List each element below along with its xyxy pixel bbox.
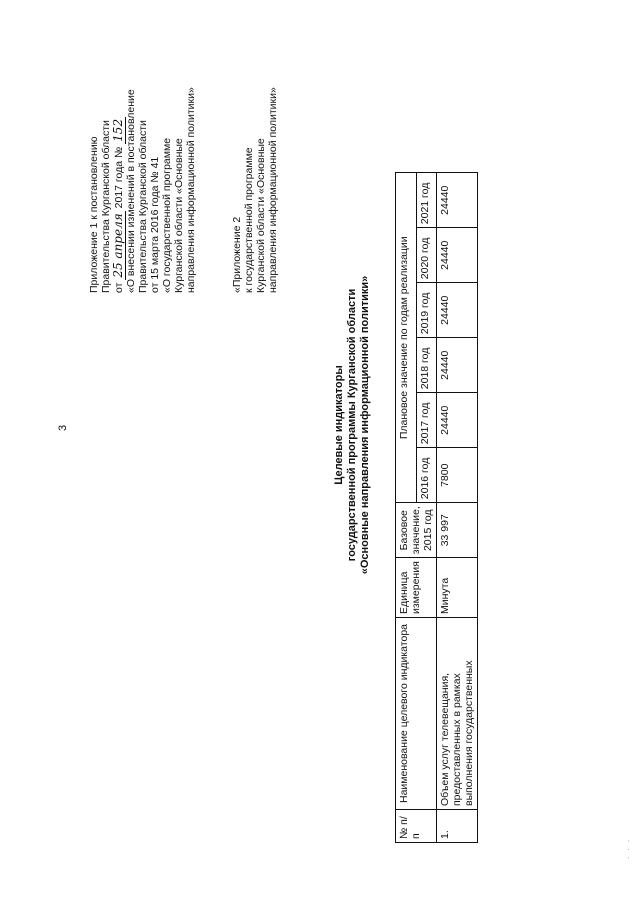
row-value: 7800 bbox=[437, 448, 478, 503]
row-value: 24440 bbox=[437, 283, 478, 338]
appendix-1-header bbox=[88, 13, 197, 293]
title-line-2: государственной программы Курганской области bbox=[346, 288, 358, 562]
header-year: 2020 год bbox=[416, 228, 437, 283]
document-title bbox=[333, 245, 372, 605]
appendix-line: Приложение 1 к постановлению bbox=[88, 136, 100, 293]
header-num: № п/п bbox=[396, 810, 437, 843]
header-base: Базовое значение, 2015 год bbox=[396, 503, 437, 558]
handwritten-date: 25 апреля bbox=[111, 213, 125, 278]
row-name: Объем услуг телевещания, предоставленных в рамках выполнения государственных bbox=[437, 618, 478, 810]
appendix2-line: направления информационной политики» bbox=[267, 87, 279, 293]
row-base: 33 997 bbox=[437, 503, 478, 558]
header-year: 2017 год bbox=[416, 393, 437, 448]
appendix-line: от 15 марта 2016 года № 41 bbox=[149, 156, 161, 293]
date-suffix: 2017 года № bbox=[113, 146, 125, 209]
title-line-3: «Основные направления информационной политики» bbox=[359, 275, 371, 575]
header-year: 2021 год bbox=[416, 173, 437, 228]
appendix2-line: «Приложение 2 bbox=[231, 216, 243, 293]
header-year: 2019 год bbox=[416, 283, 437, 338]
row-num: 1. bbox=[437, 810, 478, 843]
table-header-row bbox=[396, 173, 417, 843]
margin-mark: . . . bbox=[622, 837, 631, 859]
appendix2-line: Курганской области «Основные bbox=[255, 138, 267, 293]
header-year: 2016 год bbox=[416, 448, 437, 503]
appendix-line: Курганской области «Основные bbox=[173, 138, 185, 293]
handwritten-number: 152 bbox=[111, 118, 125, 142]
row-value: 24440 bbox=[437, 173, 478, 228]
header-name: Наименование целевого индикатора bbox=[396, 618, 437, 810]
row-value: 24440 bbox=[437, 393, 478, 448]
title-line-1: Целевые индикаторы bbox=[333, 365, 345, 485]
appendix-date-line bbox=[112, 13, 125, 293]
appendix-line: Правительства Курганской области bbox=[100, 120, 112, 293]
row-unit: Минута bbox=[437, 558, 478, 618]
row-value: 24440 bbox=[437, 228, 478, 283]
appendix-2-header bbox=[231, 13, 279, 293]
indicators-table bbox=[395, 172, 478, 843]
header-year: 2018 год bbox=[416, 338, 437, 393]
appendix2-line: к государственной программе bbox=[243, 147, 255, 293]
date-prefix: от bbox=[113, 282, 125, 293]
row-value: 24440 bbox=[437, 338, 478, 393]
appendix-line: направления информационной политики» bbox=[185, 87, 197, 293]
appendix-line: «О государственной программе bbox=[161, 137, 173, 293]
page-number: 3 bbox=[57, 424, 69, 431]
header-plan: Плановое значение по годам реализации bbox=[396, 173, 417, 503]
appendix-line: Правительства Курганской области bbox=[137, 120, 149, 293]
header-unit: Единица измерения bbox=[396, 558, 437, 618]
table-row bbox=[437, 173, 478, 843]
appendix-line: «О внесении изменений в постановление bbox=[125, 89, 137, 293]
